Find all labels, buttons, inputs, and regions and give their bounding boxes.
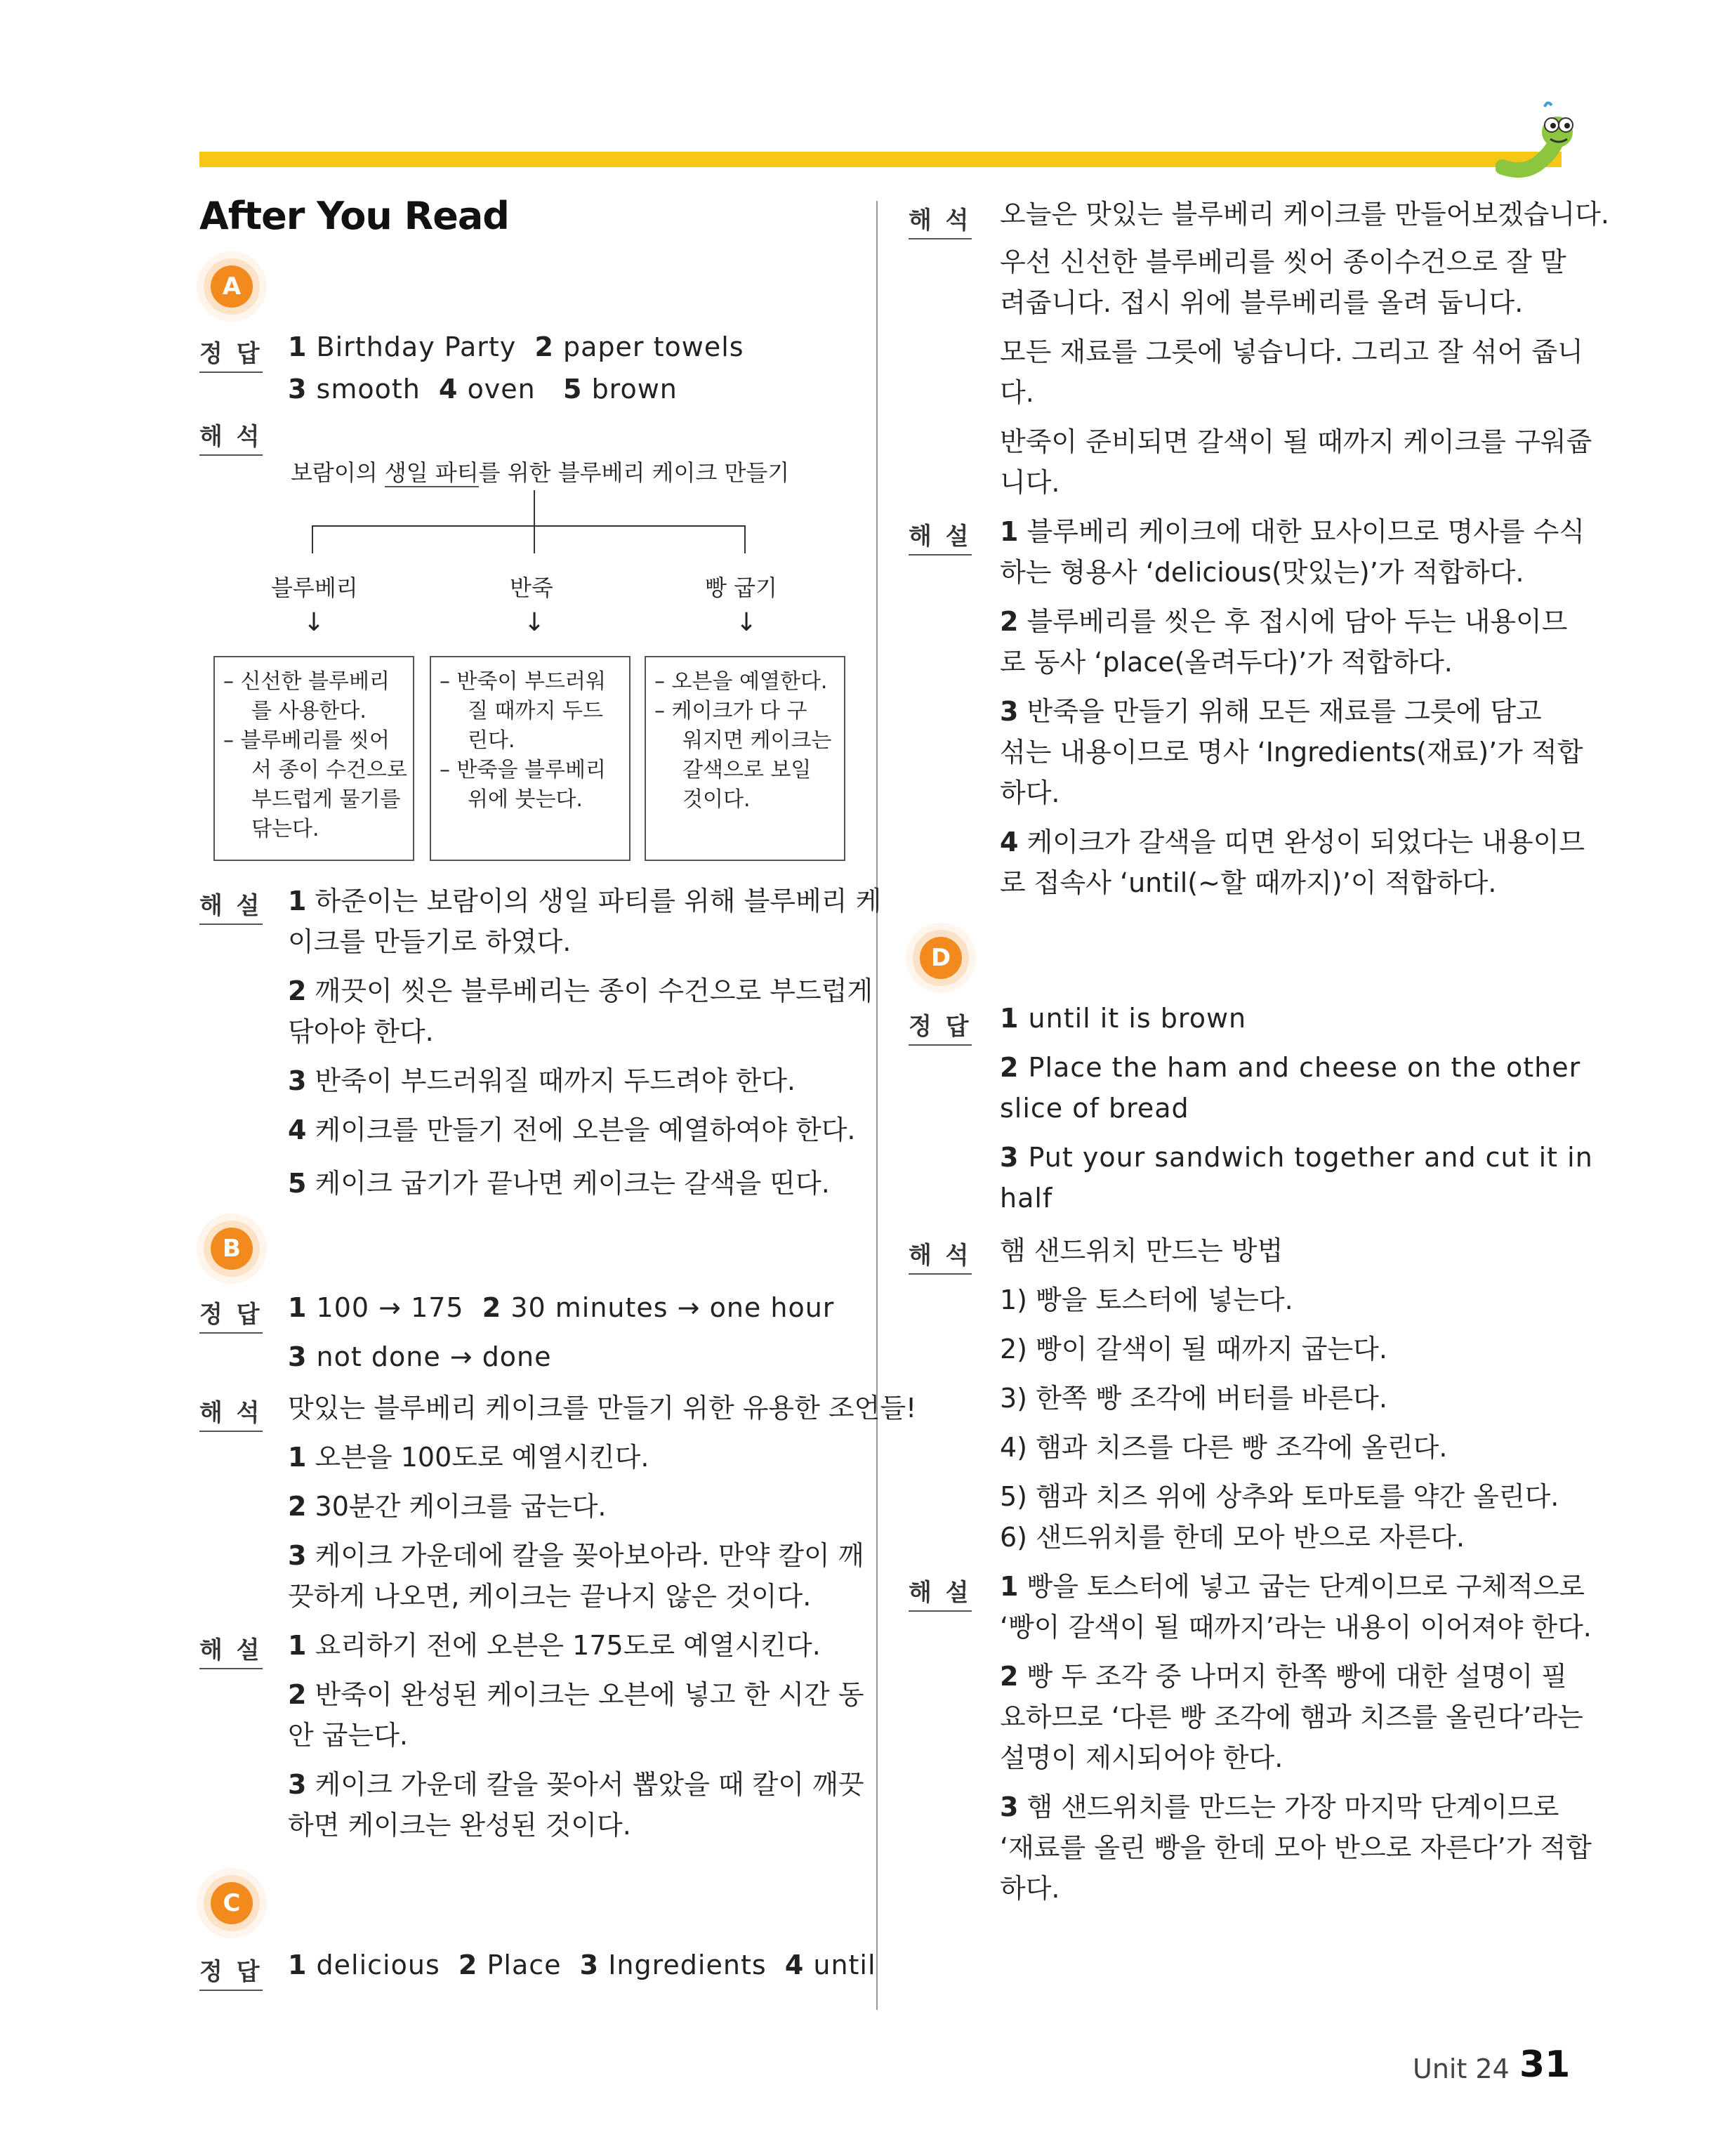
section-b-expl-line: 하면 케이크는 완성된 것이다. xyxy=(288,1810,631,1841)
section-d-expl-line: 1 빵을 토스터에 넣고 굽는 단계이므로 구체적으로 xyxy=(1000,1571,1585,1602)
section-b-answers-1: 1 100 → 175 2 30 minutes → one hour xyxy=(288,1292,835,1323)
section-a-expl-line: 이크를 만들기로 하였다. xyxy=(288,926,572,957)
unit-label: Unit 24 xyxy=(1413,2053,1510,2084)
section-c-expl-line: 4 케이크가 갈색을 띠면 완성이 되었다는 내용이므 xyxy=(1000,827,1585,857)
section-a-expl-line: 2 깨끗이 씻은 블루베리는 종이 수건으로 부드럽게 xyxy=(288,975,873,1006)
section-c-trans-line: 다. xyxy=(1000,377,1034,408)
page-number: 31 xyxy=(1519,2044,1571,2086)
section-d-expl-line: 설명이 제시되어야 한다. xyxy=(1000,1742,1283,1773)
section-d-trans-line: 1) 빵을 토스터에 넣는다. xyxy=(1000,1284,1293,1315)
section-a-answers-2: 3 smooth 4 oven 5 brown xyxy=(288,374,678,405)
section-d-answer-line: slice of bread xyxy=(1000,1093,1189,1124)
tree-branch-mid xyxy=(534,525,535,553)
section-d-expl-line: 3 햄 샌드위치를 만드는 가장 마지막 단계이므로 xyxy=(1000,1792,1559,1822)
section-b-trans-line: 끗하게 나오면, 케이크는 끝나지 않은 것이다. xyxy=(288,1581,812,1612)
explanation-label: 해 설 xyxy=(199,1631,263,1669)
tree-branch xyxy=(312,525,746,527)
section-c-expl-line: 섞는 내용이므로 명사 ‘Ingredients(재료)’가 적합 xyxy=(1000,737,1583,768)
section-b-trans-line: 2 30분간 케이크를 굽는다. xyxy=(288,1491,607,1522)
section-c-trans-line: 우선 신선한 블루베리를 씻어 종이수건으로 잘 말 xyxy=(1000,247,1566,277)
section-b-trans-line: 3 케이크 가운데에 칼을 꽂아보아라. 만약 칼이 깨 xyxy=(288,1540,864,1571)
section-c-badge: C xyxy=(211,1882,253,1924)
answer-label: 정 답 xyxy=(199,1295,263,1334)
tree-node-dough: 반죽 xyxy=(510,574,553,601)
section-a-expl-line: 닦아야 한다. xyxy=(288,1016,434,1047)
section-d-answer-line: 3 Put your sandwich together and cut it in xyxy=(1000,1142,1593,1173)
page-title: After You Read xyxy=(199,194,509,238)
section-d-trans-line: 4) 햄과 치즈를 다른 빵 조각에 올린다. xyxy=(1000,1432,1448,1463)
section-d-expl-line: ‘빵이 갈색이 될 때까지’라는 내용이 이어져야 한다. xyxy=(1000,1612,1592,1643)
section-d-badge: D xyxy=(920,937,962,979)
section-c-trans-line: 려줍니다. 접시 위에 블루베리를 올려 둡니다. xyxy=(1000,287,1524,318)
tree-node-blueberry: 블루베리 xyxy=(271,574,358,601)
section-d-answer-line: half xyxy=(1000,1183,1053,1214)
section-c-expl-line: 하다. xyxy=(1000,777,1060,808)
explanation-label: 해 설 xyxy=(909,517,972,556)
section-d-expl-line: 하다. xyxy=(1000,1873,1060,1904)
section-d-trans-line: 3) 한쪽 빵 조각에 버터를 바른다. xyxy=(1000,1383,1387,1414)
tree-box-blueberry: – 신선한 블루베리 를 사용한다. – 블루베리를 씻어 서 종이 수건으로 부드럽게 물기를 닦는다. xyxy=(213,656,414,861)
section-d-trans-line: 햄 샌드위치 만드는 방법 xyxy=(1000,1235,1283,1266)
section-a-answers-1: 1 Birthday Party 2 paper towels xyxy=(288,331,744,362)
section-a-expl-line: 3 반죽이 부드러워질 때까지 두드려야 한다. xyxy=(288,1065,796,1096)
translation-label: 해 석 xyxy=(909,201,972,239)
section-c-expl-line: 로 동사 ‘place(올려두다)’가 적합하다. xyxy=(1000,647,1453,678)
section-b-answers-2: 3 not done → done xyxy=(288,1341,552,1372)
tree-stem xyxy=(534,490,535,527)
column-divider xyxy=(876,201,878,2010)
section-d-expl-line: 2 빵 두 조각 중 나머지 한쪽 빵에 대한 설명이 필 xyxy=(1000,1661,1568,1692)
section-d-expl-line: 요하므로 ‘다른 빵 조각에 햄과 치즈를 올린다’라는 xyxy=(1000,1702,1583,1733)
section-a-expl-line: 1 하준이는 보람이의 생일 파티를 위해 블루베리 케 xyxy=(288,886,882,916)
explanation-label: 해 설 xyxy=(199,886,263,925)
section-a-expl-line: 5 케이크 굽기가 끝나면 케이크는 갈색을 띤다. xyxy=(288,1168,830,1199)
section-b-expl-line: 3 케이크 가운데 칼을 꽂아서 뽑았을 때 칼이 깨끗 xyxy=(288,1769,864,1800)
section-d-answer-line: 2 Place the ham and cheese on the other xyxy=(1000,1052,1581,1083)
section-c-expl-line: 3 반죽을 만들기 위해 모든 재료를 그릇에 담고 xyxy=(1000,696,1542,727)
section-a-badge: A xyxy=(211,265,253,308)
section-c-expl-line: 하는 형용사 ‘delicious(맛있는)’가 적합하다. xyxy=(1000,557,1524,588)
section-b-badge: B xyxy=(211,1228,253,1270)
section-d-trans-line: 2) 빵이 갈색이 될 때까지 굽는다. xyxy=(1000,1334,1387,1365)
tree-title: 보람이의 생일 파티를 위한 블루베리 케이크 만들기 xyxy=(291,459,790,486)
section-c-trans-line: 오늘은 맛있는 블루베리 케이크를 만들어보겠습니다. xyxy=(1000,199,1609,230)
explanation-label: 해 설 xyxy=(909,1573,972,1612)
section-c-expl-line: 로 접속사 ‘until(~할 때까지)’이 적합하다. xyxy=(1000,867,1497,898)
section-a-expl-line: 4 케이크를 만들기 전에 오븐을 예열하여야 한다. xyxy=(288,1115,856,1145)
answer-label: 정 답 xyxy=(909,1007,972,1046)
section-c-trans-line: 반죽이 준비되면 갈색이 될 때까지 케이크를 구워줍 xyxy=(1000,426,1592,457)
worm-mascot-icon xyxy=(1496,97,1580,181)
section-b-expl-line: 1 요리하기 전에 오븐은 175도로 예열시킨다. xyxy=(288,1630,821,1661)
answer-label: 정 답 xyxy=(199,334,263,373)
translation-label: 해 석 xyxy=(199,417,263,456)
section-d-answer-line: 1 until it is brown xyxy=(1000,1003,1247,1034)
section-c-trans-line: 니다. xyxy=(1000,467,1060,498)
section-d-expl-line: ‘재료를 올린 빵을 한데 모아 반으로 자른다’가 적합 xyxy=(1000,1832,1592,1863)
translation-label: 해 석 xyxy=(909,1236,972,1275)
tree-node-baking: 빵 굽기 xyxy=(705,574,777,601)
header-bar xyxy=(199,152,1562,167)
section-b-trans-line: 1 오븐을 100도로 예열시킨다. xyxy=(288,1442,649,1473)
answer-label: 정 답 xyxy=(199,1952,263,1991)
section-c-trans-line: 모든 재료를 그릇에 넣습니다. 그리고 잘 섞어 줍니 xyxy=(1000,336,1583,367)
section-d-trans-line: 6) 샌드위치를 한데 모아 반으로 자른다. xyxy=(1000,1522,1465,1553)
down-arrow-icon: ↓ xyxy=(303,608,325,637)
section-b-expl-line: 2 반죽이 완성된 케이크는 오븐에 넣고 한 시간 동 xyxy=(288,1679,864,1710)
tree-box-dough: – 반죽이 부드러워 질 때까지 두드 린다. – 반죽을 블루베리 위에 붓는다. xyxy=(430,656,631,861)
down-arrow-icon: ↓ xyxy=(736,608,758,637)
section-c-answers: 1 delicious 2 Place 3 Ingredients 4 until xyxy=(288,1950,876,1980)
section-b-expl-line: 안 굽는다. xyxy=(288,1720,408,1751)
tree-branch-left xyxy=(312,525,313,553)
down-arrow-icon: ↓ xyxy=(524,608,546,637)
tree-branch-right xyxy=(744,525,746,553)
section-c-expl-line: 1 블루베리 케이크에 대한 묘사이므로 명사를 수식 xyxy=(1000,516,1585,547)
tree-box-baking: – 오븐을 예열한다. – 케이크가 다 구 워지면 케이크는 갈색으로 보일 것이다. xyxy=(645,656,845,861)
section-d-trans-line: 5) 햄과 치즈 위에 상추와 토마토를 약간 올린다. xyxy=(1000,1481,1559,1512)
section-b-trans-line: 맛있는 블루베리 케이크를 만들기 위한 유용한 조언들! xyxy=(288,1393,917,1424)
section-c-expl-line: 2 블루베리를 씻은 후 접시에 담아 두는 내용이므 xyxy=(1000,606,1568,637)
translation-label: 해 석 xyxy=(199,1393,263,1432)
